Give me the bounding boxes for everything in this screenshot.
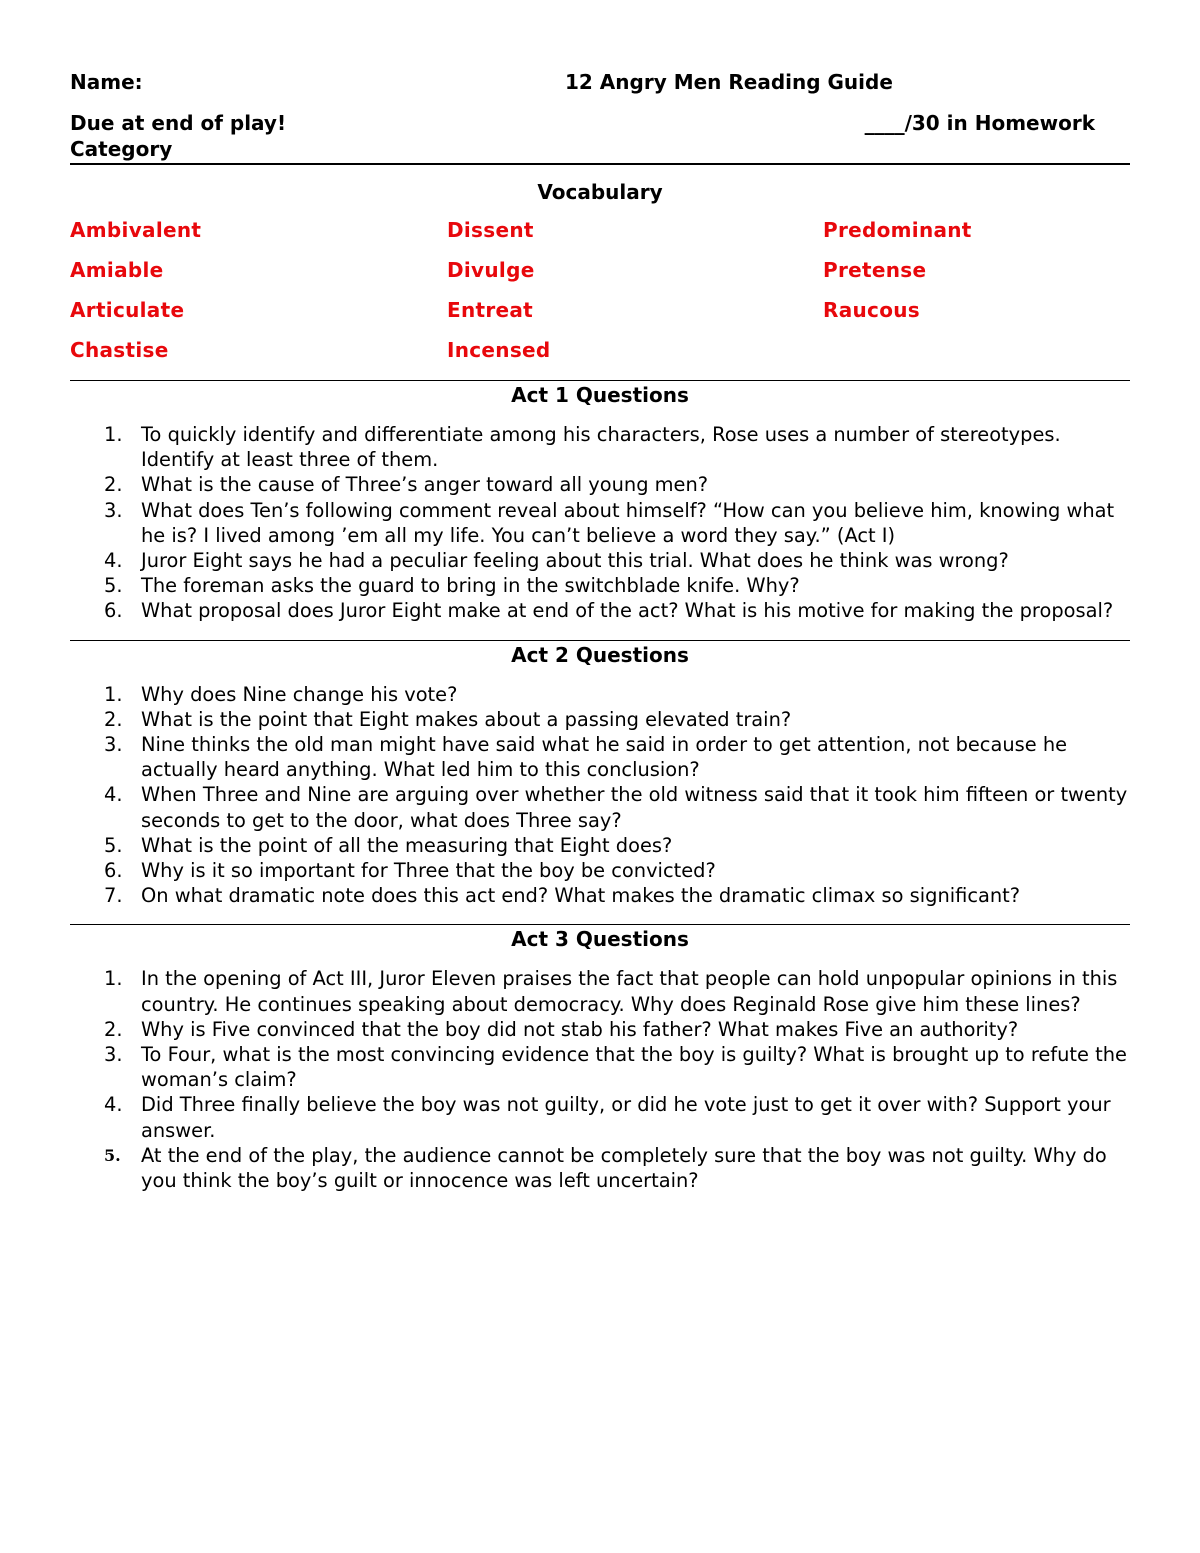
list-item: 4. Did Three finally believe the boy was not guilty, or did he vote just to get it over with? Support your answer.: [104, 1093, 1111, 1142]
act2-divider: [70, 924, 1130, 925]
list-item: 1. In the opening of Act III, Juror Eleven praises the fact that people can hold unpopular opinions in this country. He continues speaking about democracy. Why does Reginald Rose give him these lines?: [104, 967, 1118, 1016]
act1-title: Act 1 Questions: [511, 383, 689, 407]
vocab-word: Raucous: [823, 298, 920, 322]
act1-divider: [70, 640, 1130, 641]
vocabulary-grid: [70, 217, 1130, 363]
list-item: 5. What is the point of all the measuring that Eight does?: [104, 833, 673, 857]
vocab-word: Amiable: [70, 258, 164, 282]
vocab-word: Pretense: [823, 258, 927, 282]
vocab-word: Chastise: [70, 338, 169, 362]
name-label: Name:: [70, 70, 143, 94]
list-item: 1. To quickly identify and differentiate among his characters, Rose uses a number of stereotypes. Identify at least three of them.: [104, 423, 1061, 472]
vocab-word: Incensed: [447, 338, 551, 362]
vocabulary-divider: [70, 380, 1130, 381]
vocab-word: Ambivalent: [70, 218, 202, 242]
list-item: 4. When Three and Nine are arguing over whether the old witness said that it took him fifteen or twenty seconds to get to the door, what does Three say?: [104, 783, 1128, 832]
act2-title: Act 2 Questions: [511, 642, 689, 667]
list-item: 5. At the end of the play, the audience cannot be completely sure that the boy was not guilty. Why do you think the boy’s guilt or innocence was left uncertain?: [104, 1143, 1107, 1193]
list-item: 6. What proposal does Juror Eight make at end of the act? What is his motive for making the proposal?: [104, 599, 1114, 623]
act3-question-list: [70, 966, 1130, 1193]
category-label: Category: [70, 137, 173, 161]
vocabulary-title: Vocabulary: [537, 180, 663, 204]
vocab-word: Predominant: [823, 218, 972, 242]
vocab-word: Dissent: [447, 218, 534, 242]
list-item: 4. Juror Eight says he had a peculiar feeling about this trial. What does he think was wrong?: [104, 549, 1009, 573]
header-divider: [70, 163, 1130, 165]
list-item: 2. What is the cause of Three’s anger toward all young men?: [104, 473, 709, 497]
header-row-1: [70, 68, 1130, 96]
list-item: 6. Why is it so important for Three that the boy be convicted?: [104, 859, 716, 883]
list-item: 7. On what dramatic note does this act end? What makes the dramatic climax so significant?: [104, 884, 1021, 908]
list-item: 3. Nine thinks the old man might have said what he said in order to get attention, not because he actually heard anything. What led him to this conclusion?: [104, 733, 1068, 782]
worksheet-title: 12 Angry Men Reading Guide: [565, 70, 893, 94]
vocab-word: Articulate: [70, 298, 185, 322]
score-line: ____/30 in Homework: [864, 111, 1095, 135]
list-item: 1. Why does Nine change his vote?: [104, 682, 458, 706]
list-item: 5. The foreman asks the guard to bring in the switchblade knife. Why?: [104, 574, 800, 598]
header-row-2: [70, 109, 1130, 137]
list-item: 3. To Four, what is the most convincing evidence that the boy is guilty? What is brought up to refute the woman’s claim?: [104, 1043, 1127, 1092]
act2-question-list: [70, 682, 1130, 909]
act1-question-list: [70, 422, 1130, 624]
list-item: 2. What is the point that Eight makes about a passing elevated train?: [104, 707, 792, 731]
act3-title: Act 3 Questions: [511, 927, 689, 952]
list-item: 3. What does Ten’s following comment reveal about himself? “How can you believe him, knowing what he is? I lived among ’em all my life. You can’t believe a word they say.” (Act I): [104, 498, 1115, 547]
vocab-word: Divulge: [447, 258, 535, 282]
vocab-word: Entreat: [447, 298, 534, 322]
list-item: 2. Why is Five convinced that the boy did not stab his father? What makes Five an authority?: [104, 1017, 1019, 1041]
worksheet-page: [70, 68, 1130, 1193]
due-date: Due at end of play!: [70, 111, 287, 135]
